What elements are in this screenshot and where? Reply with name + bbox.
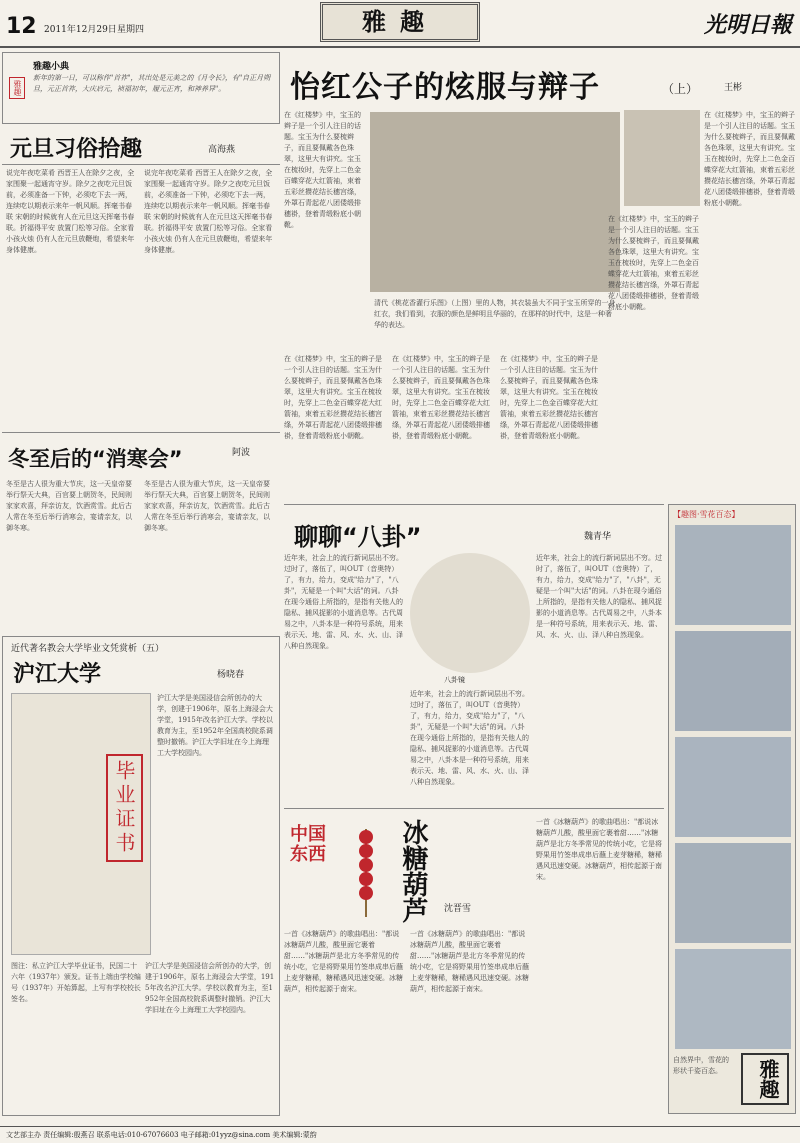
gongzi-caption: 清代《桃花香灌行乐图》（上图）里的人物，其衣装虽大不同于宝玉所穿的一身红衣，我们看到，衣服的颜色是鲜明且华丽的，在那样的时代中，这是一种奢华的表达。: [374, 299, 616, 329]
hulu-col-2: 一首《冰糖葫芦》的歌曲唱出："都说冰糖葫芦儿酸，酸里面它裹着甜……"冰糖葫芦是北方冬季常见的传统小吃，它是将野果用竹签串成串后蘸上麦芽糖稀，糖稀遇风迅速变硬。冰糖葫芦，相传起源于南宋。: [410, 930, 529, 993]
bagua-caption: 八卦镜: [444, 676, 465, 684]
gongzi-col-2: 在《红楼梦》中，宝玉的辫子是一个引人注目的话题。宝玉为什么要梳辫子，而且要佩戴各色珠翠，这里大有讲究。宝玉在梳妆时，先穿上二色金百蝶穿花大红箭袖，束着五彩丝攒花结长穗宫绦，外罩石青起花八团倭缎排穗褂，登着青缎粉底小朝靴。: [284, 355, 382, 440]
article-xiaohan: [2, 432, 280, 632]
hulu-title: 冰糖葫芦: [398, 819, 428, 923]
gongzi-author: 王彬: [724, 83, 743, 93]
gongzi-title: 怡红公子的炫服与辩子: [290, 70, 600, 105]
diploma-image: [11, 693, 151, 955]
yuandan-col-1: 说完年夜吃菜肴 西晋王人在除夕之夜，全家围聚一起通宵守岁。除夕之夜吃元旦饭前，必须准备一下钟，必须吃下去一两，连续吃以期表示来年一帆风顺。挥毫书春联 宋朝的时候就有人在元旦这天挥毫书春联。折福得平安 放置门松等习俗。全家看小孩火烛 仍有人在元旦放鞭炮，希望来年身体健康。: [6, 169, 135, 254]
section-title: 雅趣: [362, 8, 438, 36]
issue-date: 2011年12月29日: [44, 25, 117, 35]
snowflake-image-5: [675, 949, 791, 1049]
hujiang-body-right: 沪江大学是美国浸信会所创办的大学，创建于1906年，原名上海浸会大学堂，1915年改名沪江大学。学校以教育为主，至1952年全国高校院系调整时撤销。沪江大学旧址在今上海理工大学校园内。: [157, 694, 273, 757]
paper-name: 光明日報: [703, 12, 792, 38]
xiaohan-col-2: 冬至是古人很为重大节庆，这一天皇帝要举行祭天大典，百官要上朝贺冬，民间则家家欢喜，拜亲访友，饮酒赏雪。此后古人常在冬至后举行消寒会，宴请亲友，以御冬寒。: [144, 480, 270, 532]
issue-weekday: 星期四: [117, 25, 145, 35]
tanghulu-icon: [334, 819, 398, 919]
snowflake-image-3: [675, 737, 791, 837]
portrait-image: [624, 110, 700, 206]
xiaohan-author: 阿波: [232, 448, 251, 458]
intro-title: 雅趣小典: [33, 62, 70, 72]
section-banner: [320, 2, 480, 42]
xiaohan-col-1: 冬至是古人很为重大节庆，这一天皇帝要举行祭天大典，百官要上朝贺冬，民间则家家欢喜，拜亲访友，饮酒赏雪。此后古人常在冬至后举行消寒会，宴请亲友，以御冬寒。: [6, 480, 132, 532]
snowflake-image-2: [675, 631, 791, 731]
article-yuandan: [2, 128, 280, 430]
hulu-col-1: 一首《冰糖葫芦》的歌曲唱出："都说冰糖葫芦儿酸，酸里面它裹着甜……"冰糖葫芦是北方冬季常见的传统小吃，它是将野果用竹签串成串后蘸上麦芽糖稀，糖稀遇风迅速变硬。冰糖葫芦，相传起源于南宋。: [284, 930, 403, 993]
article-gongzi: [284, 52, 796, 502]
hujiang-body-bottom: 沪江大学是美国浸信会所创办的大学，创建于1906年，原名上海浸会大学堂，1915年改名沪江大学。学校以教育为主，至1952年全国高校院系调整时撤销。沪江大学旧址在今上海理工大学校园内。: [145, 962, 275, 1014]
yuandan-title: 元旦习俗拾趣: [10, 137, 143, 162]
gongzi-col-1: 在《红楼梦》中，宝玉的辫子是一个引人注目的话题。宝玉为什么要梳辫子，而且要佩戴各色珠翠，这里大有讲究。宝玉在梳妆时，先穿上二色金百蝶穿花大红箭袖，束着五彩丝攒花结长穗宫绦，外罩石青起花八团倭缎排穗褂，登着青缎粉底小朝靴。: [284, 111, 361, 229]
diploma-text: 毕业证书: [106, 754, 143, 862]
side-panel: [668, 504, 796, 1114]
bagua-col-1: 近年来，社会上的流行新词层出不穷。过时了，落伍了，叫OUT（音奥特）了，有力，给力，变成"给力"了，"八卦"，无疑是一个叫"大话"的词。八卦在现今通俗上所指的，是指有关他人的隐私、捕风捉影的小道消息等。古代周易之中，八卦本是一种符号系统，用来表示天、地、雷、风、水、火、山、泽八种自然现象。: [284, 554, 403, 650]
bagua-col-3: 近年来，社会上的流行新词层出不穷。过时了，落伍了，叫OUT（音奥特）了，有力，给力，变成"给力"了，"八卦"，无疑是一个叫"大话"的词。八卦在现今通俗上所指的，是指有关他人的隐私、捕风捉影的小道消息等。古代周易之中，八卦本是一种符号系统，用来表示天、地、雷、风、水、火、山、泽八种自然现象。: [536, 554, 662, 639]
snowflake-image-1: [675, 525, 791, 625]
gongzi-col-4: 在《红楼梦》中，宝玉的辫子是一个引人注目的话题。宝玉为什么要梳辫子，而且要佩戴各色珠翠，这里大有讲究。宝玉在梳妆时，先穿上二色金百蝶穿花大红箭袖，束着五彩丝攒花结长穗宫绦，外罩石青起花八团倭缎排穗褂，登着青缎粉底小朝靴。: [500, 355, 598, 440]
hujiang-title: 沪江大学: [13, 662, 102, 687]
hulu-author: 沈晋雪: [444, 904, 472, 914]
page-number: 12: [6, 14, 37, 39]
article-hujiang: [2, 636, 280, 1116]
bagua-title: 聊聊“八卦”: [294, 523, 422, 551]
gongzi-col-right: 在《红楼梦》中，宝玉的辫子是一个引人注目的话题。宝玉为什么要梳辫子，而且要佩戴各色珠翠，这里大有讲究。宝玉在梳妆时，先穿上二色金百蝶穿花大红箭袖，束着五彩丝攒花结长穗宫绦，外罩石青起花八团倭缎排穗褂，登着青缎粉底小朝靴。: [704, 111, 795, 207]
hujiang-column: 近代著名教会大学毕业文凭赏析（五）: [11, 644, 165, 654]
footer: [0, 1126, 800, 1143]
painting-image: [370, 112, 620, 292]
snowflake-image-4: [675, 843, 791, 943]
intro-seal: 雅趣: [9, 77, 25, 99]
gongzi-part: （上）: [662, 82, 699, 96]
bagua-author: 魏青华: [584, 532, 612, 542]
hulu-column-label: 中国东西: [290, 824, 326, 865]
hujiang-caption: 图注：私立沪江大学毕业证书，民国二十六年（1937年）颁发。证书上端由学校编号（1937年）开始算起，上写有学校校长签名。: [11, 962, 141, 1003]
gongzi-col-3: 在《红楼梦》中，宝玉的辫子是一个引人注目的话题。宝玉为什么要梳辫子，而且要佩戴各色珠翠，这里大有讲究。宝玉在梳妆时，先穿上二色金百蝶穿花大红箭袖，束着五彩丝攒花结长穗宫绦，外罩石青起花八团倭缎排穗褂，登着青缎粉底小朝靴。: [392, 355, 490, 440]
gongzi-col-5: 在《红楼梦》中，宝玉的辫子是一个引人注目的话题。宝玉为什么要梳辫子，而且要佩戴各色珠翠，这里大有讲究。宝玉在梳妆时，先穿上二色金百蝶穿花大红箭袖，束着五彩丝攒花结长穗宫绦，外罩石青起花八团倭缎排穗褂，登着青缎粉底小朝靴。: [608, 215, 699, 311]
bagua-col-2: 近年来，社会上的流行新词层出不穷。过时了，落伍了，叫OUT（音奥特）了，有力，给力，变成"给力"了，"八卦"，无疑是一个叫"大话"的词。八卦在现今通俗上所指的，是指有关他人的隐私、捕风捉影的小道消息等。古代周易之中，八卦本是一种符号系统，用来表示天、地、雷、风、水、火、山、泽八种自然现象。: [410, 690, 529, 786]
yuandan-author: 高海燕: [208, 145, 236, 155]
side-panel-vertical: 雅趣: [741, 1053, 789, 1105]
hulu-col-3: 一首《冰糖葫芦》的歌曲唱出："都说冰糖葫芦儿酸，酸里面它裹着甜……"冰糖葫芦是北方冬季常见的传统小吃，它是将野果用竹签串成串后蘸上麦芽糖稀，糖稀遇风迅速变硬。冰糖葫芦，相传起源于南宋。: [536, 818, 662, 881]
side-panel-caption: 自然界中，雪花的形状千姿百态。: [673, 1056, 729, 1075]
masthead: [0, 0, 800, 48]
bagua-mirror-image: [410, 553, 530, 673]
hujiang-author: 杨晓春: [217, 670, 245, 680]
hulu-image: [334, 819, 398, 919]
article-bagua: [284, 504, 664, 804]
yuandan-col-2: 说完年夜吃菜肴 西晋王人在除夕之夜，全家围聚一起通宵守岁。除夕之夜吃元旦饭前，必须准备一下钟，必须吃下去一两，连续吃以期表示来年一帆风顺。挥毫书春联 宋朝的时候就有人在元旦这天挥毫书春联。折福得平安 放置门松等习俗。全家看小孩火烛 仍有人在元旦放鞭炮，希望来年身体健康。: [144, 169, 273, 254]
xiaohan-title: 冬至后的“消寒会”: [8, 447, 183, 471]
intro-text: 新年的第一日，可以称作"首祚"，其出处是元美之的《月令长》，有"自正月朔旦，元正首祚，大庆启元，祯福初年，履元正宵，和神养异"。: [33, 74, 271, 93]
footer-text: 文艺部主办 责任编辑:殷燕召 联系电话:010-67076603 电子邮箱:01yyz@sina.com 美术编辑:蒙韵: [6, 1131, 317, 1139]
article-hulu: [284, 808, 664, 1114]
intro-box: [2, 52, 280, 124]
side-panel-label: 【趣图·雪花百态】: [673, 510, 740, 519]
